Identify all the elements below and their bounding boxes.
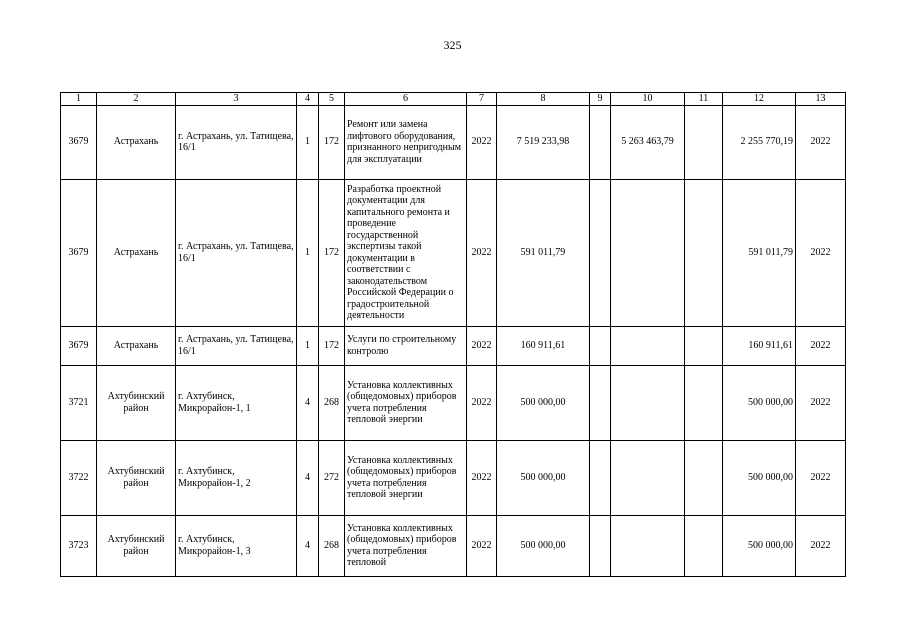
completion-year: 2022 [796, 326, 846, 365]
municipality: Ахтубинский район [97, 440, 176, 515]
column-header: 11 [685, 93, 723, 106]
address: г. Астрахань, ул. Татищева, 16/1 [176, 179, 297, 326]
col12-value: 500 000,00 [723, 515, 796, 576]
col10-value [611, 440, 685, 515]
column-header: 12 [723, 93, 796, 106]
year: 2022 [467, 326, 497, 365]
col11-value [685, 326, 723, 365]
table-row [61, 515, 846, 576]
col4-value: 1 [297, 105, 319, 179]
column-header: 13 [796, 93, 846, 106]
column-header: 5 [319, 93, 345, 106]
completion-year: 2022 [796, 440, 846, 515]
col9-value [590, 179, 611, 326]
col12-value: 160 911,61 [723, 326, 796, 365]
municipality: Астрахань [97, 326, 176, 365]
year: 2022 [467, 515, 497, 576]
col10-value [611, 326, 685, 365]
municipality: Астрахань [97, 179, 176, 326]
municipality: Ахтубинский район [97, 515, 176, 576]
column-header: 9 [590, 93, 611, 106]
col10-value [611, 179, 685, 326]
record-number: 3679 [61, 326, 97, 365]
table-row [61, 105, 846, 179]
col10-value: 5 263 463,79 [611, 105, 685, 179]
column-header: 4 [297, 93, 319, 106]
col10-value [611, 515, 685, 576]
municipality: Астрахань [97, 105, 176, 179]
address: г. Ахтубинск, Микрорайон-1, 3 [176, 515, 297, 576]
completion-year: 2022 [796, 365, 846, 440]
address: г. Ахтубинск, Микрорайон-1, 1 [176, 365, 297, 440]
col4-value: 4 [297, 365, 319, 440]
col5-value: 268 [319, 365, 345, 440]
col9-value [590, 440, 611, 515]
total-cost: 591 011,79 [497, 179, 590, 326]
col9-value [590, 326, 611, 365]
total-cost: 7 519 233,98 [497, 105, 590, 179]
column-header: 8 [497, 93, 590, 106]
col9-value [590, 105, 611, 179]
record-number: 3721 [61, 365, 97, 440]
col5-value: 172 [319, 326, 345, 365]
col10-value [611, 365, 685, 440]
col12-value: 2 255 770,19 [723, 105, 796, 179]
capital-repair-table [60, 92, 846, 577]
work-type: Установка коллективных (общедомовых) приборов учета потребления тепловой энергии [345, 440, 467, 515]
col11-value [685, 179, 723, 326]
col11-value [685, 440, 723, 515]
column-header: 1 [61, 93, 97, 106]
col11-value [685, 365, 723, 440]
col9-value [590, 365, 611, 440]
col9-value [590, 515, 611, 576]
table-row [61, 326, 846, 365]
work-type: Услуги по строительному контролю [345, 326, 467, 365]
column-header: 7 [467, 93, 497, 106]
col12-value: 591 011,79 [723, 179, 796, 326]
work-type: Ремонт или замена лифтового оборудования, признанного непригодным для эксплуатации [345, 105, 467, 179]
record-number: 3679 [61, 105, 97, 179]
total-cost: 500 000,00 [497, 440, 590, 515]
year: 2022 [467, 440, 497, 515]
col4-value: 4 [297, 440, 319, 515]
record-number: 3679 [61, 179, 97, 326]
table-row [61, 365, 846, 440]
address: г. Ахтубинск, Микрорайон-1, 2 [176, 440, 297, 515]
record-number: 3723 [61, 515, 97, 576]
column-header: 3 [176, 93, 297, 106]
table-row [61, 440, 846, 515]
col11-value [685, 105, 723, 179]
completion-year: 2022 [796, 179, 846, 326]
total-cost: 500 000,00 [497, 515, 590, 576]
table-row [61, 179, 846, 326]
col4-value: 1 [297, 179, 319, 326]
work-type: Разработка проектной документации для капитального ремонта и проведение государственной экспертизы такой документации в соответствии с законодательством Российской Федерации о градостроительной деятельности [345, 179, 467, 326]
work-type: Установка коллективных (общедомовых) приборов учета потребления тепловой [345, 515, 467, 576]
col4-value: 4 [297, 515, 319, 576]
col5-value: 268 [319, 515, 345, 576]
page-number: 325 [443, 38, 462, 52]
col12-value: 500 000,00 [723, 440, 796, 515]
municipality: Ахтубинский район [97, 365, 176, 440]
column-header: 10 [611, 93, 685, 106]
record-number: 3722 [61, 440, 97, 515]
address: г. Астрахань, ул. Татищева, 16/1 [176, 105, 297, 179]
col4-value: 1 [297, 326, 319, 365]
col11-value [685, 515, 723, 576]
total-cost: 160 911,61 [497, 326, 590, 365]
column-header: 2 [97, 93, 176, 106]
year: 2022 [467, 365, 497, 440]
column-number-row [61, 93, 846, 106]
year: 2022 [467, 105, 497, 179]
completion-year: 2022 [796, 515, 846, 576]
completion-year: 2022 [796, 105, 846, 179]
work-type: Установка коллективных (общедомовых) приборов учета потребления тепловой энергии [345, 365, 467, 440]
col5-value: 172 [319, 179, 345, 326]
col5-value: 272 [319, 440, 345, 515]
col5-value: 172 [319, 105, 345, 179]
total-cost: 500 000,00 [497, 365, 590, 440]
address: г. Астрахань, ул. Татищева, 16/1 [176, 326, 297, 365]
col12-value: 500 000,00 [723, 365, 796, 440]
year: 2022 [467, 179, 497, 326]
column-header: 6 [345, 93, 467, 106]
